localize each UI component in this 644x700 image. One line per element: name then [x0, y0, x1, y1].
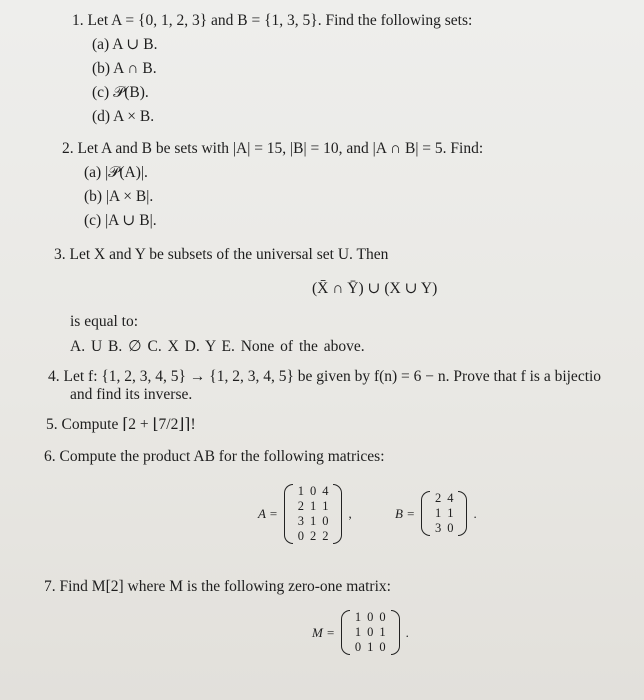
q4-line1: 4. Let f: {1, 2, 3, 4, 5} → {1, 2, 3, 4, 5} be given by f(n) = 6 − n. Prove that f is a bijectio: [48, 368, 602, 385]
matrix-m-cell: 0: [379, 610, 386, 624]
matrix-a-label: A =: [258, 506, 278, 521]
matrix-a-cell: 4: [322, 484, 329, 498]
matrix-m-cell: 1: [354, 625, 362, 639]
matrix-a-cell: 2: [309, 529, 317, 543]
matrix-b: B = 2 4 1 1 3 0 .: [395, 491, 477, 535]
matrix-m-row: [352, 625, 389, 640]
matrix-a-row: [295, 514, 332, 529]
matrix-b-cell: 3: [434, 521, 442, 535]
matrix-m-cell: 1: [354, 610, 362, 624]
matrix-a-cell: 0: [309, 484, 317, 498]
matrix-a-cell: 0: [322, 514, 329, 528]
matrix-m-cell: 0: [354, 640, 362, 654]
matrix-m-cells: [352, 610, 389, 655]
q1-part-a: (a) A ∪ B.: [92, 36, 158, 53]
q1-part-b: (b) A ∩ B.: [92, 60, 157, 77]
matrix-b-cells: [432, 491, 457, 536]
q3-equal-to: is equal to:: [70, 313, 139, 330]
matrix-b-row: [432, 506, 457, 521]
matrix-m-row: [352, 640, 389, 655]
q3-options: A. U B. ∅ C. X D. Y E. None of the above.: [70, 338, 365, 355]
q2-part-b: (b) |A × B|.: [84, 188, 154, 205]
matrix-m-cell: 0: [367, 625, 374, 639]
matrix-a-row: [295, 484, 332, 499]
q1-part-d: (d) A × B.: [92, 108, 155, 125]
q3-stem: 3. Let X and Y be subsets of the universal set U. Then: [54, 246, 389, 263]
matrix-a-cell: 1: [322, 499, 329, 513]
matrix-a-cell: 1: [309, 514, 317, 528]
matrix-b-cell: 4: [447, 491, 454, 505]
q5-stem: 5. Compute ⌈2 + ⌊7/2⌋⌉!: [46, 416, 196, 433]
q2-part-c: (c) |A ∪ B|.: [84, 212, 157, 229]
matrix-m-cell: 0: [379, 640, 386, 654]
matrix-b-row: [432, 521, 457, 536]
matrix-b-cell: 1: [434, 506, 442, 520]
matrix-a-cell: 2: [322, 529, 329, 543]
matrix-b-cell: 2: [434, 491, 442, 505]
q4-line2: and find its inverse.: [70, 386, 193, 403]
matrix-a-cell: 0: [297, 529, 304, 543]
q1-part-c: (c) 𝒫(B).: [92, 84, 149, 101]
matrix-m: M = 1 0 0 1 0 1 0 1 0 .: [312, 610, 409, 654]
matrix-a-cell: 3: [297, 514, 304, 528]
matrix-b-row: [432, 491, 457, 506]
matrix-b-label: B =: [395, 505, 415, 521]
matrix-a-cell: 1: [309, 499, 317, 513]
matrix-m-cell: 0: [367, 610, 374, 624]
matrix-a-row: [295, 529, 332, 544]
q7-stem: 7. Find M[2] where M is the following zero-one matrix:: [44, 578, 391, 595]
q3-expression: (X̄ ∩ Ȳ) ∪ (X ∪ Y): [312, 280, 438, 297]
matrix-m-row: [352, 610, 389, 625]
matrix-a: A = 1 0 4 2 1 1 3 1 0 0 2 2 ,: [258, 484, 352, 543]
matrix-a-row: [295, 499, 332, 514]
q1-stem: 1. Let A = {0, 1, 2, 3} and B = {1, 3, 5}. Find the following sets:: [72, 12, 473, 29]
matrix-b-cell: 0: [447, 521, 454, 535]
q6-stem: 6. Compute the product AB for the following matrices:: [44, 448, 385, 465]
matrix-b-cell: 1: [447, 506, 454, 520]
matrix-m-label: M =: [312, 624, 335, 640]
q2-stem: 2. Let A and B be sets with |A| = 15, |B| = 10, and |A ∩ B| = 5. Find:: [62, 140, 484, 157]
matrix-m-cell: 1: [379, 625, 386, 639]
matrix-a-cell: 2: [297, 499, 304, 513]
matrix-a-cells: [295, 484, 332, 544]
q2-part-a: (a) |𝒫(A)|.: [84, 164, 148, 181]
matrix-a-cell: 1: [297, 484, 304, 498]
matrix-m-cell: 1: [367, 640, 374, 654]
